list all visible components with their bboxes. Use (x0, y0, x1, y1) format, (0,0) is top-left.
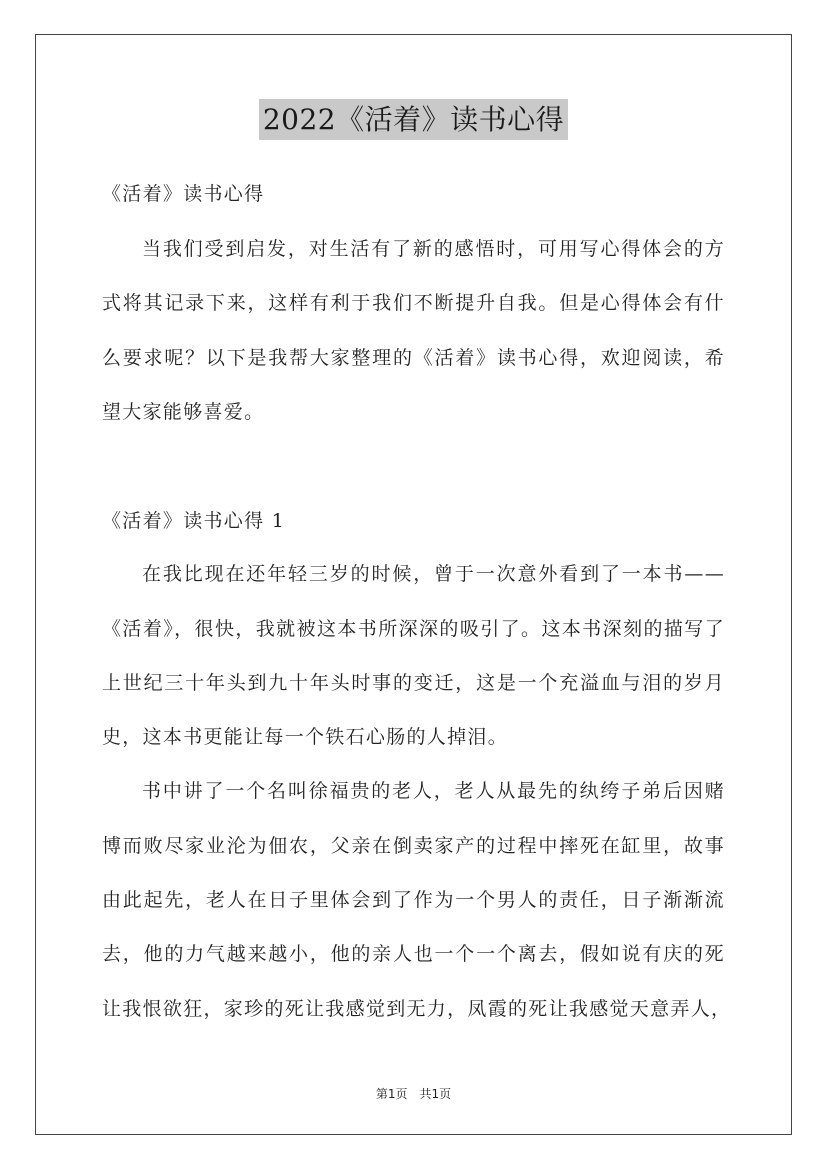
document-title: 2022《活着》读书心得 (259, 99, 568, 140)
paragraph2-line-3: 由此起先，老人在日子里体会到了作为一个男人的责任，日子渐渐流 (102, 889, 725, 911)
intro-line-2: 式将其记录下来，这样有利于我们不断提升自我。但是心得体会有什 (102, 292, 725, 314)
intro-line-3: 么要求呢？以下是我帮大家整理的《活着》读书心得，欢迎阅读，希 (102, 347, 725, 369)
paragraph1-line-2: 《活着》，很快，我就被这本书所深深的吸引了。这本书深刻的描写了 (102, 618, 725, 640)
intro-line-4: 望大家能够喜爱。 (102, 401, 265, 423)
intro-line-1: 当我们受到启发，对生活有了新的感悟时，可用写心得体会的方 (142, 238, 725, 260)
paragraph2-line-2: 博而败尽家业沦为佃农，父亲在倒卖家产的过程中摔死在缸里，故事 (102, 835, 725, 857)
subtitle: 《活着》读书心得 (102, 183, 265, 205)
paragraph1-line-4: 史，这本书更能让每一个铁石心肠的人掉泪。 (102, 726, 509, 748)
paragraph1-line-1: 在我比现在还年轻三岁的时候，曾于一次意外看到了一本书—— (142, 563, 725, 585)
paragraph2-line-5: 让我恨欲狂，家珍的死让我感觉到无力，凤霞的死让我感觉天意弄人， (102, 998, 732, 1020)
paragraph2-line-4: 去，他的力气越来越小，他的亲人也一个一个离去，假如说有庆的死 (102, 943, 725, 965)
paragraph1-line-3: 上世纪三十年头到九十年头时事的变迁，这是一个充溢血与泪的岁月 (102, 672, 725, 694)
page-footer: 第1页 共1页 (375, 1087, 452, 1101)
section-heading: 《活着》读书心得 1 (102, 510, 286, 532)
paragraph2-line-1: 书中讲了一个名叫徐福贵的老人，老人从最先的纨绔子弟后因赌 (142, 780, 725, 802)
document-title-wrap (0, 99, 827, 140)
